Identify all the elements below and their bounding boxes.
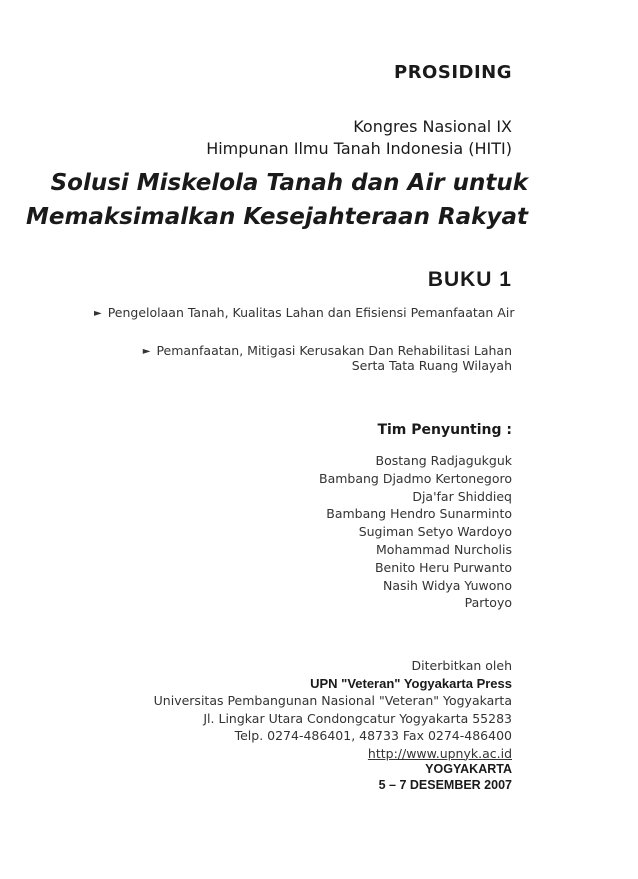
editor-name: Bostang Radjagukguk xyxy=(375,453,512,468)
publisher-name: UPN "Veteran" Yogyakarta Press xyxy=(310,675,512,691)
editor-name: Bambang Hendro Sunarminto xyxy=(326,506,512,522)
triangle-bullet-icon: ► xyxy=(94,308,102,319)
topic-text: Pengelolaan Tanah, Kualitas Lahan dan Efisiensi Pemanfaatan Air xyxy=(107,305,515,320)
event-dates: 5 – 7 DESEMBER 2007 xyxy=(378,778,512,792)
publisher-url-link[interactable]: http://www.upnyk.ac.id xyxy=(367,745,512,761)
topic-item-1 xyxy=(94,305,514,320)
title-line-2: Memaksimalkan Kesejahteraan Rakyat xyxy=(25,204,528,230)
publisher-university: Universitas Pembangunan Nasional "Veteran" Yogyakarta xyxy=(153,693,512,708)
editor-name: Bambang Djadmo Kertonegoro xyxy=(319,470,512,486)
proceedings-label: PROSIDING xyxy=(394,62,512,83)
triangle-bullet-icon: ► xyxy=(142,346,151,357)
publisher-address: Jl. Lingkar Utara Condongcatur Yogyakarta 55283 xyxy=(203,710,512,726)
title-line-1: Solusi Miskelola Tanah dan Air untuk xyxy=(50,170,528,196)
topic-text: Pemanfaatan, Mitigasi Kerusakan Dan Rehabilitasi Lahan xyxy=(156,343,512,358)
publisher-block xyxy=(154,657,512,762)
editors-heading: Tim Penyunting : xyxy=(377,422,512,438)
editors-list xyxy=(319,452,512,612)
editor-name: Benito Heru Purwanto xyxy=(374,559,512,575)
editor-name: Nasih Widya Yuwono xyxy=(383,577,512,593)
editor-name: Partoyo xyxy=(464,595,512,611)
event-city: YOGYAKARTA xyxy=(425,762,512,776)
association-name: Himpunan Ilmu Tanah Indonesia (HITI) xyxy=(206,139,512,158)
editor-name: Sugiman Setyo Wardoyo xyxy=(358,524,512,540)
topic-item-2 xyxy=(143,343,512,373)
book-label: BUKU 1 xyxy=(427,268,512,291)
editor-name: Mohammad Nurcholis xyxy=(376,541,512,557)
topic-text-continued: Serta Tata Ruang Wilayah xyxy=(351,358,512,373)
publisher-intro: Diterbitkan oleh xyxy=(411,658,512,673)
editor-name: Dja'far Shiddieq xyxy=(412,488,512,504)
publisher-phone: Telp. 0274-486401, 48733 Fax 0274-486400 xyxy=(234,728,512,743)
congress-name: Kongres Nasional IX xyxy=(353,117,512,136)
document-title xyxy=(26,166,528,234)
